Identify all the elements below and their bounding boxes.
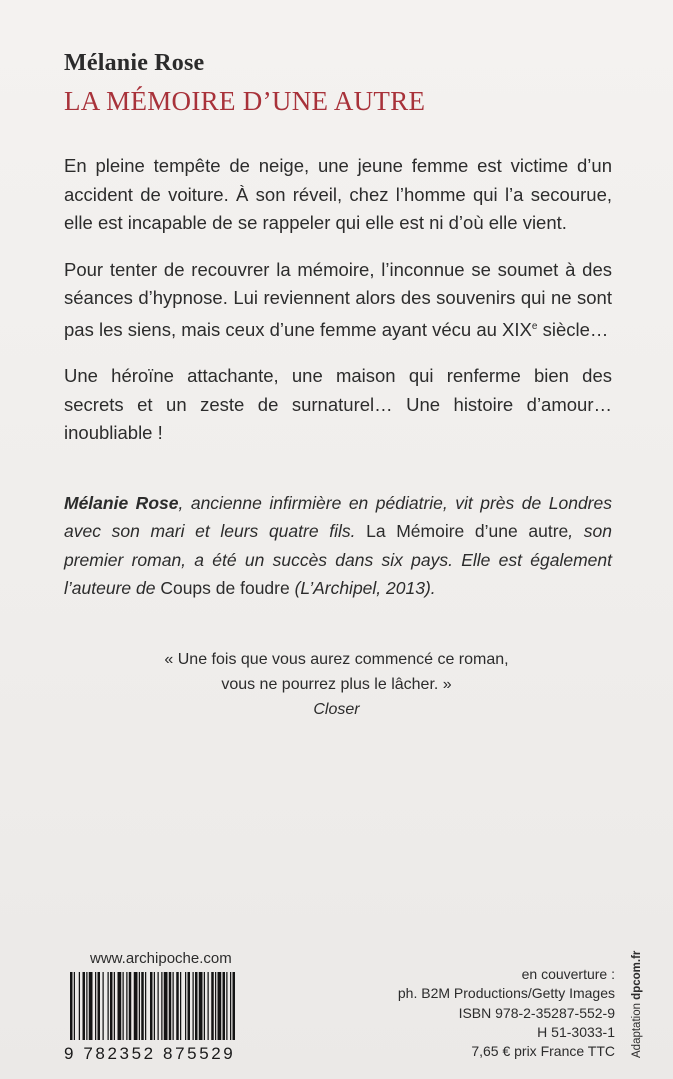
barcode-bar — [188, 972, 191, 1040]
blurb-p2-end: siècle… — [537, 318, 609, 340]
barcode-bar — [95, 972, 96, 1040]
blurb-paragraph-2 — [64, 256, 612, 345]
barcode-bar — [164, 972, 168, 1040]
barcode-bar — [199, 972, 203, 1040]
blurb-paragraph-1: En pleine tempête de neige, une jeune femme est victime d’un accident de voiture. À son réveil, chez l’homme qui l’a secourue, elle est incapable de se rappeler qui elle est ni d’où elle vient. — [64, 155, 612, 233]
barcode-bar — [114, 972, 115, 1040]
imprint-photo-credit: ph. B2M Productions/Getty Images — [397, 985, 615, 1002]
barcode-bar — [211, 972, 214, 1040]
barcode-bar — [218, 972, 222, 1040]
book-title: LA MÉMOIRE D’UNE AUTRE — [64, 86, 426, 116]
imprint-isbn: ISBN 978-2-35287-552-9 — [458, 1004, 615, 1021]
barcode-bar — [195, 972, 198, 1040]
barcode-bar — [70, 972, 73, 1040]
barcode-bar — [89, 972, 93, 1040]
barcode-bar — [129, 972, 132, 1040]
barcode-bar — [83, 972, 86, 1040]
barcode-bar — [150, 972, 153, 1040]
quote-source: Closer — [313, 701, 360, 718]
century-superscript: e — [531, 320, 538, 332]
blurb — [64, 152, 612, 466]
barcode-bar — [108, 972, 109, 1040]
imprint-price: 7,65 € prix France TTC — [471, 1043, 615, 1060]
barcode-bar — [139, 972, 140, 1040]
barcode-bar — [118, 972, 122, 1040]
barcode-bar — [110, 972, 113, 1040]
barcode-bar — [154, 972, 155, 1040]
barcode-digits: 9 782352 875529 — [64, 1044, 236, 1063]
barcode-bar — [208, 972, 209, 1040]
barcode-bar — [215, 972, 216, 1040]
imprint-block — [398, 965, 615, 1061]
barcode-bar — [204, 972, 205, 1040]
publisher-website: www.archipoche.com — [90, 950, 232, 967]
bio-book-title-1: La Mémoire d’une autre — [366, 521, 569, 542]
barcode-bar — [141, 972, 144, 1040]
barcode-bar — [180, 972, 181, 1040]
barcode-bar — [123, 972, 124, 1040]
quote-line-1: « Une fois que vous aurez commencé ce roman, — [164, 651, 509, 668]
bio-author-name: Mélanie Rose — [64, 493, 179, 513]
barcode-bar — [223, 972, 226, 1040]
bio-book-title-2: Coups de foudre — [160, 577, 290, 598]
barcode-bar — [169, 972, 172, 1040]
barcode-graphic — [64, 972, 276, 1044]
quote-line-2: vous ne pourrez plus le lâcher. » — [221, 676, 452, 693]
blurb-paragraph-3: Une héroïne attachante, une maison qui renferme bien des secrets et un zeste de surnaturel… Une histoire d’amour… inoubliable ! — [64, 365, 612, 443]
imprint-cover-label: en couverture : — [521, 966, 615, 982]
author-bio — [64, 489, 612, 602]
barcode-bar — [161, 972, 162, 1040]
barcode-bar — [103, 972, 104, 1040]
barcode-bar — [230, 972, 231, 1040]
barcode-bar — [233, 972, 236, 1040]
barcode-bar — [74, 972, 75, 1040]
barcode-bar — [176, 972, 179, 1040]
barcode-bar — [126, 972, 127, 1040]
barcode-bar — [134, 972, 138, 1040]
barcode-bar — [193, 972, 194, 1040]
barcode-bar — [226, 972, 227, 1040]
credit-name: dpcom.fr — [631, 950, 643, 1000]
barcode-bar — [86, 972, 87, 1040]
barcode-bar — [79, 972, 80, 1040]
barcode-bar — [185, 972, 186, 1040]
barcode-bar — [173, 972, 174, 1040]
barcode-bar — [158, 972, 159, 1040]
credit-label: Adaptation — [631, 999, 643, 1058]
bio-text-1: , ancienne infirmière en pédiatrie, vit près de Londres avec son mari et leurs quatre fils. — [64, 493, 612, 542]
barcode-bar — [145, 972, 146, 1040]
bio-text-3: (L’Archipel, 2013). — [289, 577, 436, 598]
barcode-bar — [98, 972, 101, 1040]
blurb-p2-text: Pour tenter de recouvrer la mémoire, l’inconnue se soumet à des séances d’hypnose. Lui reviennent alors des souvenirs qui ne sont pas les siens, mais ceux d’une femme ayant vécu au XIX — [64, 258, 612, 340]
design-credit — [631, 951, 643, 1058]
press-quote — [0, 647, 673, 722]
author-name: Mélanie Rose — [64, 50, 205, 76]
imprint-code: H 51-3033-1 — [537, 1023, 615, 1040]
bio-text-2: , son premier roman, a été un succès dans six pays. Elle est également l’auteure de — [64, 521, 613, 598]
